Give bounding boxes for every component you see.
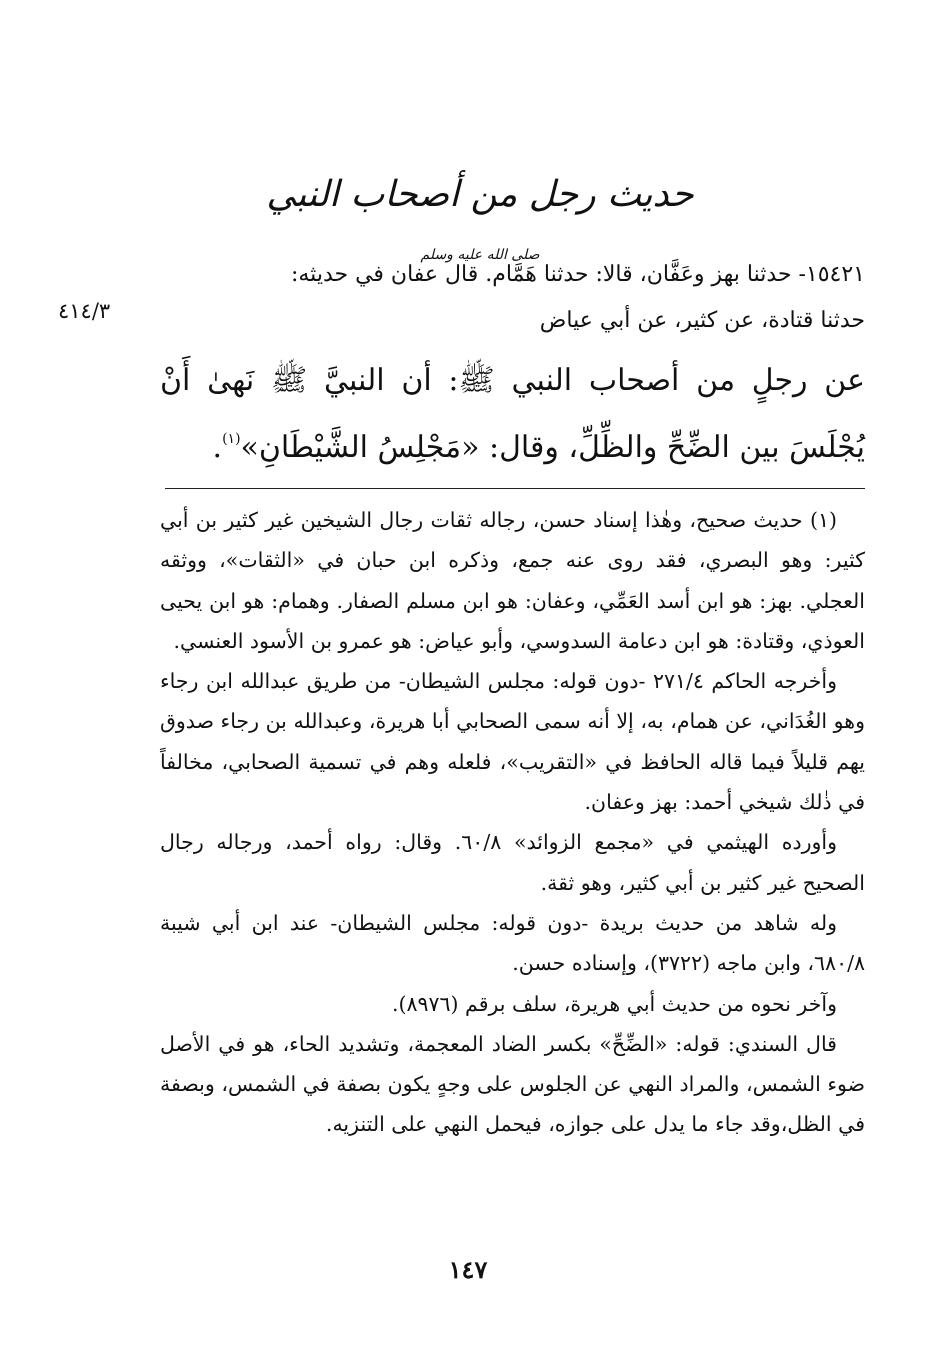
page-number: ١٤٧ <box>448 1255 488 1284</box>
footnote-paragraph-6: قال السندي: قوله: «الضِّحِّ» بكسر الضاد المعجمة، وتشديد الحاء، هو في الأصل ضوء الشمس، والمراد النهي عن الجلوس على وجهٍ يكون بصفة في الشمس، وبصفة في الظل،وقد جاء ما يدل على جوازه، فيحمل النهي على التنزيه. <box>160 1031 865 1137</box>
footnote-paragraph-2: وأخرجه الحاكم ٢٧١/٤ -دون قوله: مجلس الشيطان- من طريق عبدالله ابن رجاء وهو الغُدَاني، عن همام، به، إلا أنه سمى الصحابي أبا هريرة، وعبدالله بن رجاء صدوق يهم قليلاً فيما قاله الحافظ في «التقريب»، فلعله وهم في تسمية الصحابي، مخالفاً في ذٰلك شيخي أحمد: بهز وعفان. <box>160 669 865 815</box>
matn-end: . <box>212 430 223 465</box>
volume-page-reference: ٤١٤/٣ <box>58 299 111 323</box>
footnote-marker: (١) <box>222 431 241 447</box>
footnote-divider <box>165 488 865 489</box>
footnote-paragraph-4: وله شاهد من حديث بريدة -دون قوله: مجلس الشيطان- عند ابن أبي شيبة ٦٨٠/٨، وابن ماجه (٣٧٢٢)، وإسناده حسن. <box>160 910 865 976</box>
heading-title: حديث رجل من أصحاب النبي <box>266 174 694 215</box>
footnote-paragraph-5: وآخر نحوه من حديث أبي هريرة، سلف برقم (٨٩٧٦). <box>391 991 837 1016</box>
matn-text: عن رجلٍ من أصحاب النبي ﷺ: أن النبيَّ ﷺ نَهىٰ أَنْ يُجْلَسَ بين الضِّحِّ والظِّلِّ، وقال: «مَجْلِسُ الشَّيْطَانِ» <box>160 363 865 465</box>
isnad-line-1: ١٥٤٢١- حدثنا بهز وعَفَّان، قالا: حدثنا هَمَّام. قال عفان في حديثه: <box>290 262 865 287</box>
honorific-seal: صلى الله عليه وسلم <box>420 247 540 263</box>
hadith-text <box>160 352 865 477</box>
footnote-paragraph-3: وأورده الهيثمي في «مجمع الزوائد» ٦٠/٨. وقال: رواه أحمد، ورجاله رجال الصحيح غير كثير بن أبي كثير، وهو ثقة. <box>160 830 865 895</box>
isnad-block <box>160 252 865 344</box>
isnad-line-2: حدثنا قتادة، عن كثير، عن أبي عياض <box>539 308 865 333</box>
footnotes-block <box>160 500 865 1145</box>
footnote-paragraph-1: (١) حديث صحيح، وهٰذا إسناد حسن، رجاله ثقات رجال الشيخين غير كثير بن أبي كثير: وهو البصري، فقد روى عنه جمع، وذكره ابن حبان في «الثقات»، ووثقه العجلي. بهز: هو ابن أسد العَمِّي، وعفان: هو ابن مسلم الصفار. وهمام: هو ابن يحيى العوذي، وقتادة: هو ابن دعامة السدوسي، وأبو عياض: هو عمرو بن الأسود العنسي. <box>160 508 865 653</box>
